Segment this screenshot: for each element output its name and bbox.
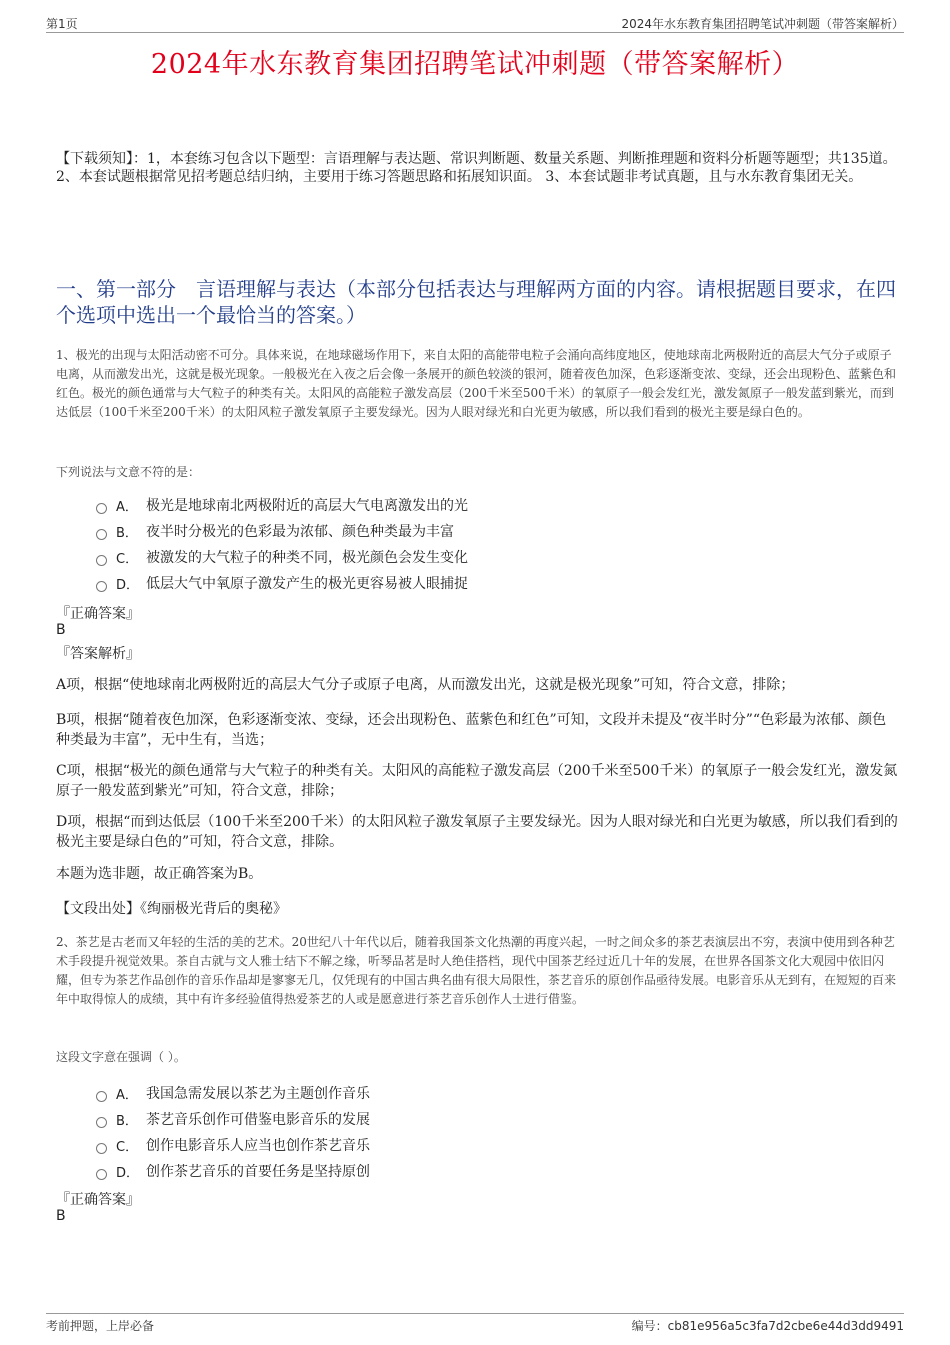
question-2-option-d[interactable] <box>96 1158 856 1184</box>
question-2-option-b[interactable] <box>96 1106 856 1132</box>
option-text: 被激发的大气粒子的种类不同，极光颜色会发生变化 <box>146 550 468 566</box>
option-letter: A． <box>116 499 138 515</box>
option-text: 极光是地球南北两极附近的高层大气电离激发出的光 <box>146 498 468 514</box>
question-1-prompt: 下列说法与文意不符的是： <box>56 465 201 479</box>
option-letter: C． <box>116 551 139 567</box>
option-text: 创作电影音乐人应当也创作茶艺音乐 <box>146 1138 370 1154</box>
radio-button[interactable] <box>96 1143 107 1154</box>
question-1-options <box>96 492 856 596</box>
question-1-passage: 1、极光的出现与太阳活动密不可分。具体来说，在地球磁场作用下，来自太阳的高能带电粒子会涌向高纬度地区，使地球南北两极附近的高层大气分子或原子电离，从而激发出光，这就是极光现象。一般极光在入夜之后会像一条展开的颜色较淡的银河，随着夜色加深，色彩逐渐变浓、变绿，还会出现粉色、蓝紫色和红色。极光的颜色通常与大气粒子的种类有关。太阳风的高能粒子激发高层（200千米至500千米）的氧原子一般会发红光，激发氮原子一般发蓝到紫光，而到达低层（100千米至200千米）的太阳风粒子激发氧原子主要发绿光。因为人眼对绿光和白光更为敏感，所以我们看到的极光主要是绿白色的。 <box>56 348 897 419</box>
question-1-option-a[interactable] <box>96 492 856 518</box>
footer-doc-id: 编号：cb81e956a5c3fa7d2cbe6e44d3dd9491 <box>631 1319 904 1333</box>
option-letter: B． <box>116 525 138 541</box>
download-notice: 【下载须知】：1，本套练习包含以下题型：言语理解与表达题、常识判断题、数量关系题、判断推理题和资料分析题等题型；共135道。 2、本套试题根据常见招考题总结归纳，主要用于练习答题思路和拓展知识面。 3、本套试题非考试真题，且与水东教育集团无关。 <box>56 151 897 185</box>
option-text: 低层大气中氧原子激发产生的极光更容易被人眼捕捉 <box>146 576 468 592</box>
radio-button[interactable] <box>96 1169 107 1180</box>
analysis-item: B项，根据“随着夜色加深，色彩逐渐变浓、变绿，还会出现粉色、蓝紫色和红色”可知，文段并未提及“夜半时分”“色彩最为浓郁、颜色种类最为丰富”，无中生有，当选； <box>56 712 887 748</box>
question-1-analysis-label: 『答案解析』 <box>56 646 140 662</box>
analysis-conclusion: 本题为选非题，故正确答案为B。 <box>56 866 263 882</box>
page-title: 2024年水东教育集团招聘笔试冲刺题（带答案解析） <box>150 49 800 80</box>
analysis-item: D项，根据“而到达低层（100千米至200千米）的太阳风粒子激发氧原子主要发绿光。因为人眼对绿光和白光更为敏感，所以我们看到的极光主要是绿白色的”可知，符合文意，排除。 <box>56 814 898 850</box>
header-doc-title: 2024年水东教育集团招聘笔试冲刺题（带答案解析） <box>621 17 904 31</box>
section-heading: 一、第一部分 言语理解与表达（本部分包括表达与理解两方面的内容。请根据题目要求，在四个选项中选出一个最恰当的答案。） <box>56 277 896 327</box>
passage-source: 【文段出处】《绚丽极光背后的奥秘》 <box>56 901 287 917</box>
page-footer <box>46 1313 904 1333</box>
footer-slogan: 考前押题，上岸必备 <box>46 1319 155 1333</box>
option-letter: B． <box>116 1113 138 1129</box>
question-2-passage: 2、茶艺是古老而又年轻的生活的美的艺术。20世纪八十年代以后，随着我国茶文化热潮的再度兴起，一时之间众多的茶艺表演层出不穷，表演中使用到各种艺术手段提升视觉效果。茶自古就与文人雅士结下不解之缘，听琴品茗是时人绝佳搭档，现代中国茶艺经过近几十年的发展，在世界各国茶文化大观园中依旧闪耀，但专为茶艺作品创作的音乐作品却是寥寥无几，仅凭现有的中国古典名曲有很大局限性，茶艺音乐的原创作品亟待发展。电影音乐从无到有，在短短的百来年中取得惊人的成绩，其中有许多经验值得热爱茶艺的人或是愿意进行茶艺音乐创作人士进行借鉴。 <box>56 935 897 1006</box>
radio-button[interactable] <box>96 555 107 566</box>
question-1-option-c[interactable] <box>96 544 856 570</box>
option-text: 创作茶艺音乐的首要任务是坚持原创 <box>146 1164 370 1180</box>
option-text: 我国急需发展以茶艺为主题创作音乐 <box>146 1086 370 1102</box>
question-2-option-c[interactable] <box>96 1132 856 1158</box>
radio-button[interactable] <box>96 1091 107 1102</box>
radio-button[interactable] <box>96 503 107 514</box>
question-2-answer-label: 『正确答案』 <box>56 1192 140 1208</box>
option-letter: D． <box>116 1165 140 1181</box>
question-1-option-d[interactable] <box>96 570 856 596</box>
question-2-prompt: 这段文字意在强调（ ）。 <box>56 1050 186 1064</box>
question-1-option-b[interactable] <box>96 518 856 544</box>
question-2-options <box>96 1080 856 1184</box>
option-text: 茶艺音乐创作可借鉴电影音乐的发展 <box>146 1112 370 1128</box>
question-2-answer: B <box>56 1208 66 1224</box>
radio-button[interactable] <box>96 1117 107 1128</box>
option-text: 夜半时分极光的色彩最为浓郁、颜色种类最为丰富 <box>146 524 454 540</box>
question-1-answer-label: 『正确答案』 <box>56 606 140 622</box>
option-letter: A． <box>116 1087 138 1103</box>
question-1-answer: B <box>56 622 66 638</box>
page-number: 第1页 <box>46 17 78 31</box>
page-header <box>46 12 904 33</box>
radio-button[interactable] <box>96 581 107 592</box>
analysis-item: A项，根据“使地球南北两极附近的高层大气分子或原子电离，从而激发出光，这就是极光现象”可知，符合文意，排除； <box>56 677 795 693</box>
option-letter: C． <box>116 1139 139 1155</box>
question-2-option-a[interactable] <box>96 1080 856 1106</box>
analysis-item: C项，根据“极光的颜色通常与大气粒子的种类有关。太阳风的高能粒子激发高层（200千米至500千米）的氧原子一般会发红光，激发氮原子一般发蓝到紫光”可知，符合文意，排除； <box>56 763 898 799</box>
radio-button[interactable] <box>96 529 107 540</box>
option-letter: D． <box>116 577 140 593</box>
